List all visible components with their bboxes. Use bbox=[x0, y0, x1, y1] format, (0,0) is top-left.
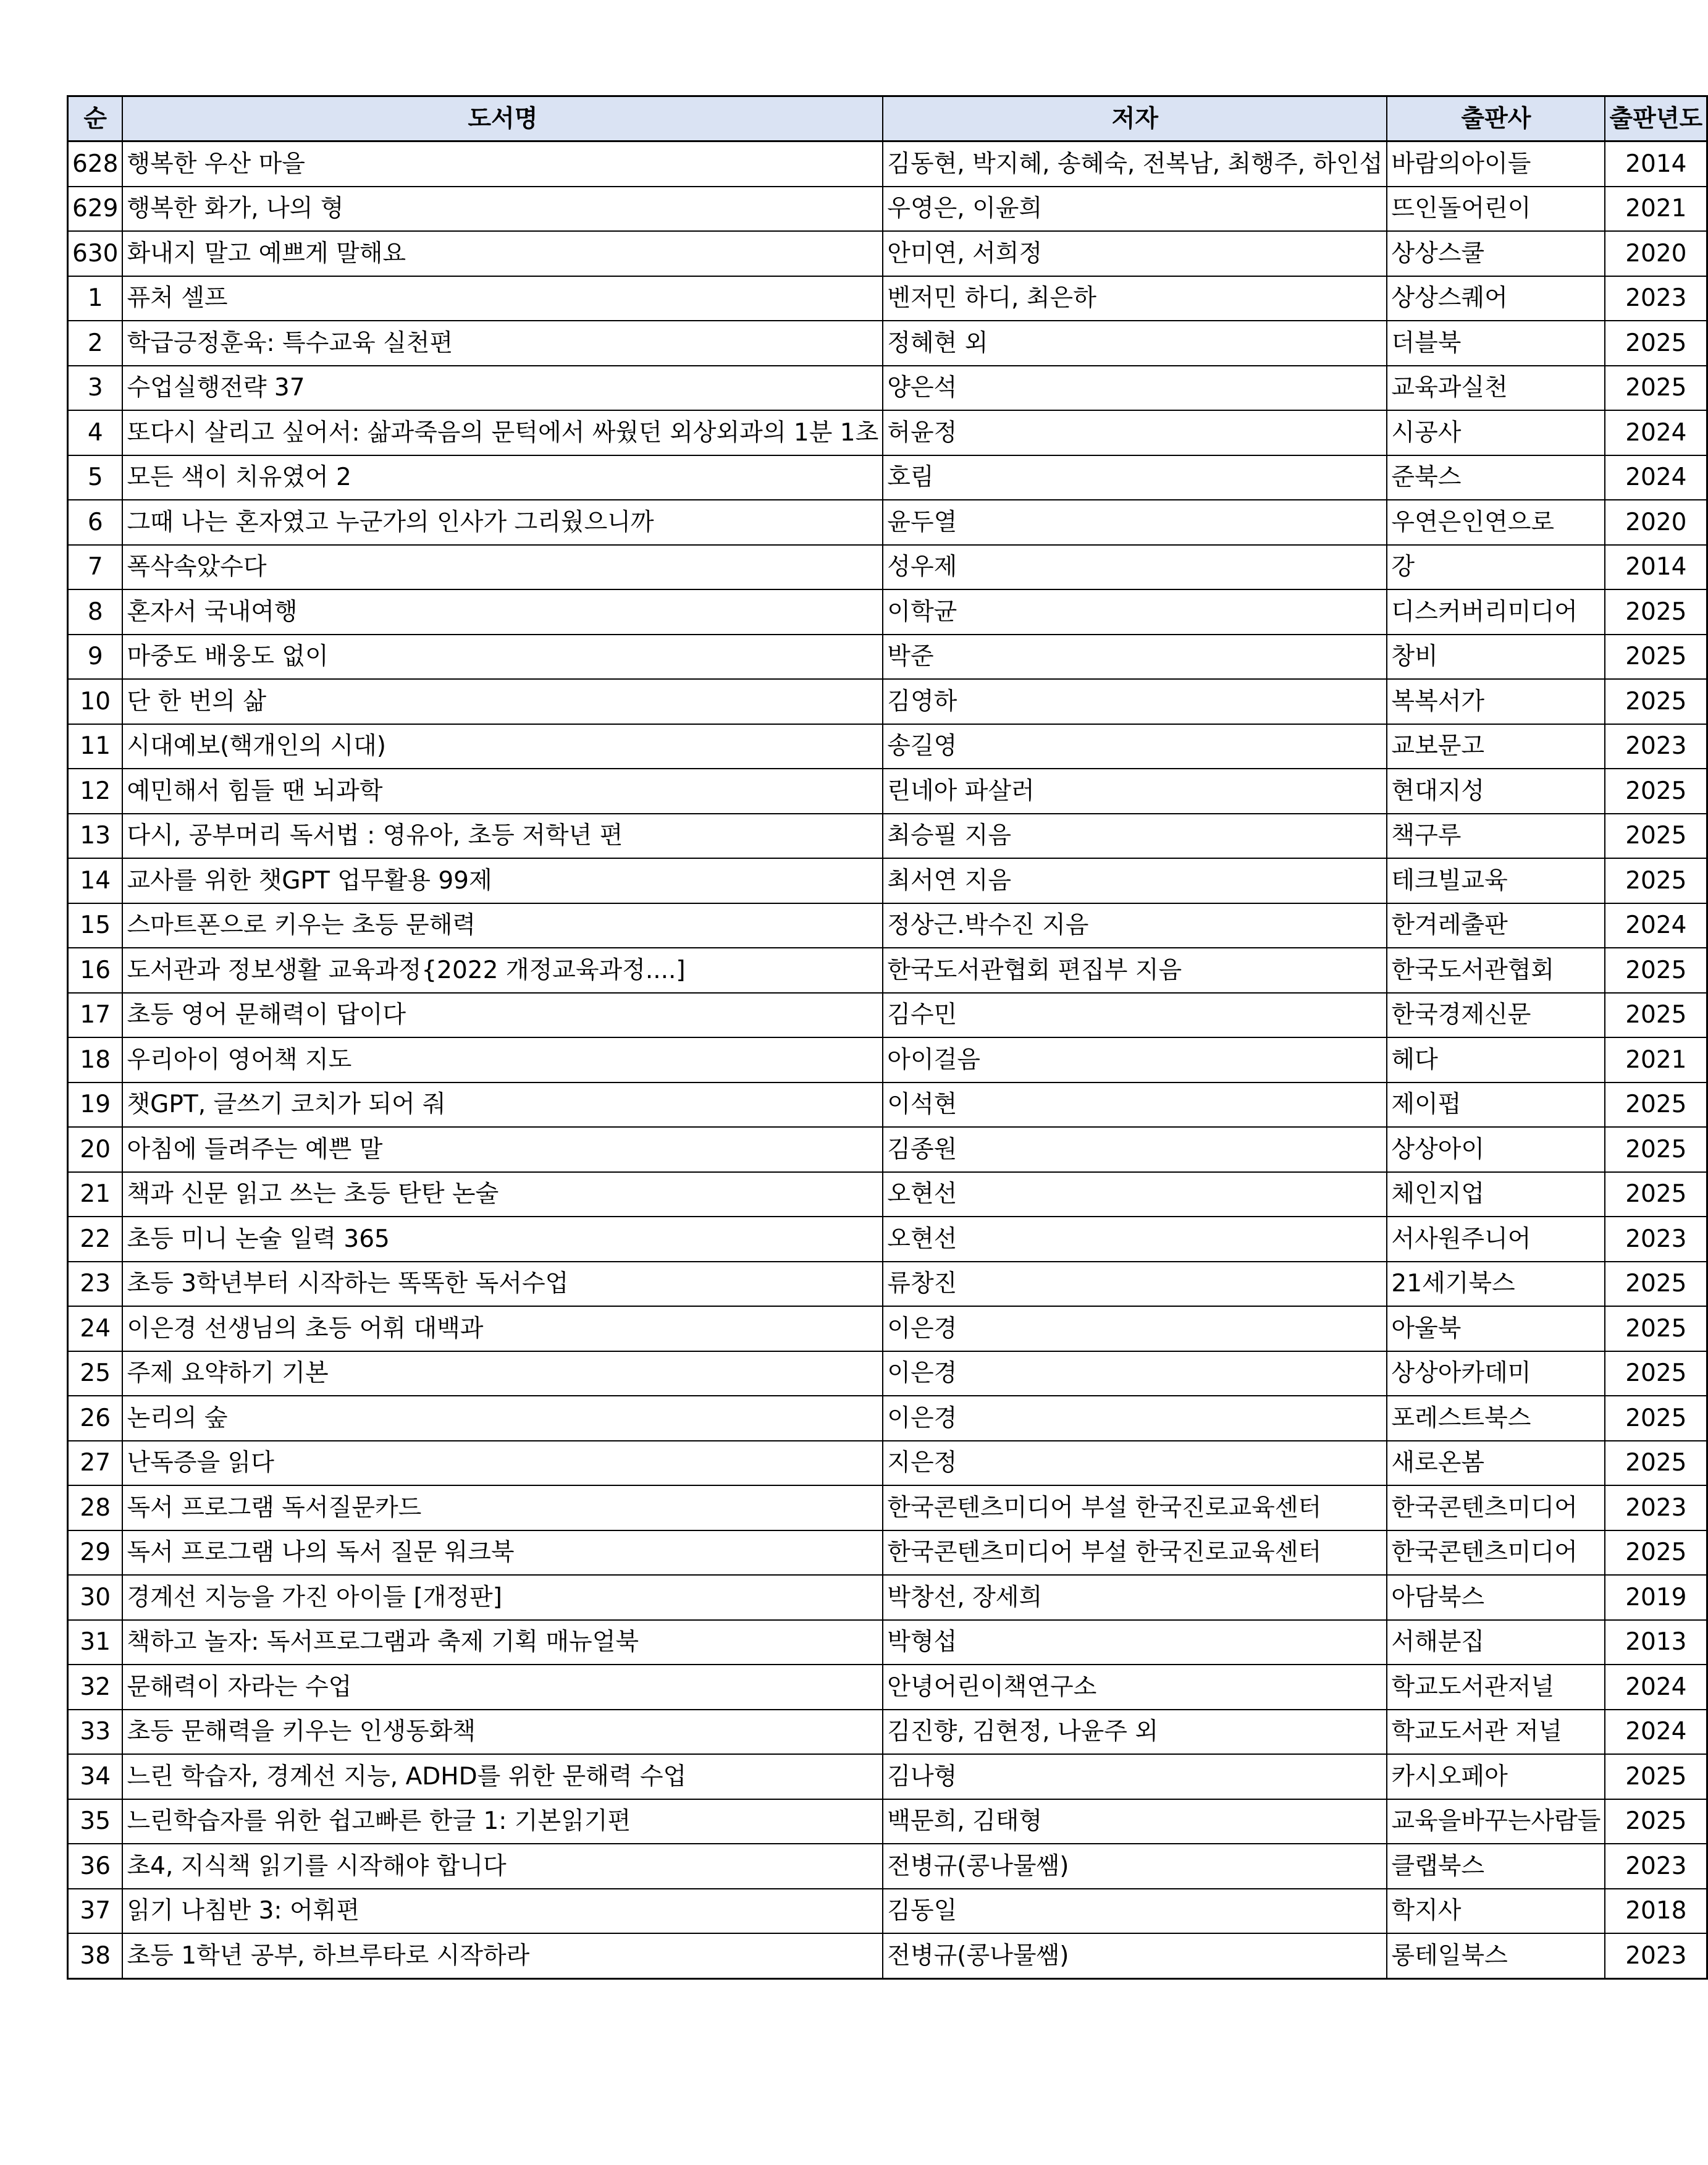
cell-year: 2025 bbox=[1605, 1754, 1707, 1799]
cell-publisher: 학교도서관 저널 bbox=[1387, 1710, 1605, 1755]
cell-publisher: 상상아카데미 bbox=[1387, 1351, 1605, 1396]
table-row bbox=[68, 1530, 1707, 1576]
cell-year: 2025 bbox=[1605, 814, 1707, 859]
cell-no: 28 bbox=[68, 1485, 123, 1530]
cell-year: 2025 bbox=[1605, 858, 1707, 903]
table-row bbox=[68, 1889, 1707, 1934]
table-header bbox=[68, 96, 1707, 141]
table-row bbox=[68, 1933, 1707, 1978]
cell-title: 행복한 화가, 나의 형 bbox=[122, 187, 883, 232]
cell-publisher: 한국콘텐츠미디어 bbox=[1387, 1530, 1605, 1576]
cell-no: 24 bbox=[68, 1306, 123, 1351]
table-row bbox=[68, 1082, 1707, 1128]
cell-publisher: 헤다 bbox=[1387, 1037, 1605, 1082]
cell-title: 다시, 공부머리 독서법 : 영유아, 초등 저학년 편 bbox=[122, 814, 883, 859]
table-row bbox=[68, 1396, 1707, 1441]
cell-no: 9 bbox=[68, 635, 123, 680]
cell-title: 우리아이 영어책 지도 bbox=[122, 1037, 883, 1082]
cell-publisher: 롱테일북스 bbox=[1387, 1933, 1605, 1978]
cell-publisher: 복복서가 bbox=[1387, 679, 1605, 724]
table-row bbox=[68, 455, 1707, 500]
cell-no: 14 bbox=[68, 858, 123, 903]
table-row bbox=[68, 1306, 1707, 1351]
cell-no: 30 bbox=[68, 1575, 123, 1620]
cell-title: 단 한 번의 삶 bbox=[122, 679, 883, 724]
table-row bbox=[68, 1844, 1707, 1889]
cell-author: 오현선 bbox=[883, 1217, 1387, 1262]
cell-no: 32 bbox=[68, 1665, 123, 1710]
cell-no: 29 bbox=[68, 1530, 123, 1576]
cell-no: 10 bbox=[68, 679, 123, 724]
cell-publisher: 서해분집 bbox=[1387, 1620, 1605, 1665]
cell-no: 25 bbox=[68, 1351, 123, 1396]
cell-title: 도서관과 정보생활 교육과정{2022 개정교육과정....] bbox=[122, 948, 883, 993]
cell-year: 2025 bbox=[1605, 1441, 1707, 1486]
cell-publisher: 교보문고 bbox=[1387, 724, 1605, 769]
cell-year: 2023 bbox=[1605, 1844, 1707, 1889]
cell-publisher: 아담북스 bbox=[1387, 1575, 1605, 1620]
table-row bbox=[68, 276, 1707, 321]
cell-no: 22 bbox=[68, 1217, 123, 1262]
cell-author: 김나형 bbox=[883, 1754, 1387, 1799]
cell-author: 전병규(콩나물쌤) bbox=[883, 1933, 1387, 1978]
cell-title: 혼자서 국내여행 bbox=[122, 589, 883, 635]
cell-no: 629 bbox=[68, 187, 123, 232]
cell-no: 630 bbox=[68, 231, 123, 276]
table-row bbox=[68, 410, 1707, 455]
cell-no: 20 bbox=[68, 1127, 123, 1172]
cell-publisher: 상상스퀘어 bbox=[1387, 276, 1605, 321]
cell-publisher: 상상스쿨 bbox=[1387, 231, 1605, 276]
header-year: 출판년도 bbox=[1605, 96, 1707, 141]
cell-author: 성우제 bbox=[883, 545, 1387, 590]
cell-title: 읽기 나침반 3: 어휘편 bbox=[122, 1889, 883, 1934]
table-row bbox=[68, 1620, 1707, 1665]
table-row bbox=[68, 500, 1707, 545]
cell-title: 또다시 살리고 싶어서: 삶과죽음의 문턱에서 싸웠던 외상외과의 1분 1초 bbox=[122, 410, 883, 455]
cell-author: 한국도서관협회 편집부 지음 bbox=[883, 948, 1387, 993]
cell-publisher: 한국경제신문 bbox=[1387, 993, 1605, 1038]
cell-author: 김수민 bbox=[883, 993, 1387, 1038]
cell-title: 독서 프로그램 나의 독서 질문 워크북 bbox=[122, 1530, 883, 1576]
cell-title: 독서 프로그램 독서질문카드 bbox=[122, 1485, 883, 1530]
cell-title: 초등 미니 논술 일력 365 bbox=[122, 1217, 883, 1262]
table-row bbox=[68, 545, 1707, 590]
cell-publisher: 상상아이 bbox=[1387, 1127, 1605, 1172]
cell-publisher: 시공사 bbox=[1387, 410, 1605, 455]
table-row bbox=[68, 1172, 1707, 1217]
cell-author: 최승필 지음 bbox=[883, 814, 1387, 859]
cell-publisher: 창비 bbox=[1387, 635, 1605, 680]
table-row bbox=[68, 1710, 1707, 1755]
table-row bbox=[68, 1127, 1707, 1172]
cell-author: 오현선 bbox=[883, 1172, 1387, 1217]
cell-author: 양은석 bbox=[883, 366, 1387, 411]
cell-no: 16 bbox=[68, 948, 123, 993]
cell-year: 2020 bbox=[1605, 231, 1707, 276]
cell-no: 5 bbox=[68, 455, 123, 500]
table-row bbox=[68, 993, 1707, 1038]
table-row bbox=[68, 635, 1707, 680]
cell-publisher: 교육을바꾸는사람들 bbox=[1387, 1799, 1605, 1844]
cell-author: 린네아 파살러 bbox=[883, 769, 1387, 814]
table-row bbox=[68, 1754, 1707, 1799]
cell-publisher: 뜨인돌어린이 bbox=[1387, 187, 1605, 232]
table-row bbox=[68, 858, 1707, 903]
cell-title: 책하고 놀자: 독서프로그램과 축제 기획 매뉴얼북 bbox=[122, 1620, 883, 1665]
cell-no: 13 bbox=[68, 814, 123, 859]
cell-publisher: 제이펍 bbox=[1387, 1082, 1605, 1128]
table-row bbox=[68, 231, 1707, 276]
cell-publisher: 현대지성 bbox=[1387, 769, 1605, 814]
table-row bbox=[68, 1665, 1707, 1710]
table-row bbox=[68, 1441, 1707, 1486]
cell-author: 정상근.박수진 지음 bbox=[883, 903, 1387, 948]
header-title: 도서명 bbox=[122, 96, 883, 141]
cell-author: 김종원 bbox=[883, 1127, 1387, 1172]
cell-author: 한국콘텐츠미디어 부설 한국진로교육센터 bbox=[883, 1530, 1387, 1576]
cell-publisher: 클랩북스 bbox=[1387, 1844, 1605, 1889]
cell-year: 2024 bbox=[1605, 455, 1707, 500]
cell-author: 이은경 bbox=[883, 1396, 1387, 1441]
cell-title: 챗GPT, 글쓰기 코치가 되어 줘 bbox=[122, 1082, 883, 1128]
cell-publisher: 우연은인연으로 bbox=[1387, 500, 1605, 545]
cell-year: 2025 bbox=[1605, 948, 1707, 993]
cell-author: 김영하 bbox=[883, 679, 1387, 724]
cell-author: 박준 bbox=[883, 635, 1387, 680]
cell-year: 2013 bbox=[1605, 1620, 1707, 1665]
cell-author: 김동현, 박지혜, 송혜숙, 전복남, 최행주, 하인섭 bbox=[883, 141, 1387, 187]
cell-no: 3 bbox=[68, 366, 123, 411]
cell-publisher: 한국콘텐츠미디어 bbox=[1387, 1485, 1605, 1530]
cell-year: 2024 bbox=[1605, 1665, 1707, 1710]
cell-year: 2020 bbox=[1605, 500, 1707, 545]
cell-title: 논리의 숲 bbox=[122, 1396, 883, 1441]
cell-title: 초4, 지식책 읽기를 시작해야 합니다 bbox=[122, 1844, 883, 1889]
cell-year: 2025 bbox=[1605, 1262, 1707, 1307]
cell-no: 628 bbox=[68, 141, 123, 187]
header-row bbox=[68, 96, 1707, 141]
cell-author: 호림 bbox=[883, 455, 1387, 500]
cell-title: 마중도 배웅도 없이 bbox=[122, 635, 883, 680]
cell-publisher: 바람의아이들 bbox=[1387, 141, 1605, 187]
table-row bbox=[68, 1575, 1707, 1620]
cell-no: 1 bbox=[68, 276, 123, 321]
cell-title: 느린학습자를 위한 쉽고빠른 한글 1: 기본읽기편 bbox=[122, 1799, 883, 1844]
cell-title: 아침에 들려주는 예쁜 말 bbox=[122, 1127, 883, 1172]
cell-no: 11 bbox=[68, 724, 123, 769]
cell-year: 2014 bbox=[1605, 545, 1707, 590]
cell-no: 35 bbox=[68, 1799, 123, 1844]
cell-year: 2023 bbox=[1605, 1485, 1707, 1530]
table-row bbox=[68, 769, 1707, 814]
cell-no: 21 bbox=[68, 1172, 123, 1217]
cell-publisher: 21세기북스 bbox=[1387, 1262, 1605, 1307]
cell-title: 모든 색이 치유였어 2 bbox=[122, 455, 883, 500]
cell-publisher: 강 bbox=[1387, 545, 1605, 590]
cell-publisher: 아울북 bbox=[1387, 1306, 1605, 1351]
cell-author: 백문희, 김태형 bbox=[883, 1799, 1387, 1844]
cell-title: 문해력이 자라는 수업 bbox=[122, 1665, 883, 1710]
cell-author: 한국콘텐츠미디어 부설 한국진로교육센터 bbox=[883, 1485, 1387, 1530]
cell-no: 15 bbox=[68, 903, 123, 948]
cell-no: 27 bbox=[68, 1441, 123, 1486]
cell-author: 최서연 지음 bbox=[883, 858, 1387, 903]
cell-author: 박창선, 장세희 bbox=[883, 1575, 1387, 1620]
table-row bbox=[68, 1799, 1707, 1844]
cell-no: 34 bbox=[68, 1754, 123, 1799]
cell-title: 스마트폰으로 키우는 초등 문해력 bbox=[122, 903, 883, 948]
cell-no: 37 bbox=[68, 1889, 123, 1934]
header-author: 저자 bbox=[883, 96, 1387, 141]
cell-publisher: 포레스트북스 bbox=[1387, 1396, 1605, 1441]
table-row bbox=[68, 814, 1707, 859]
cell-year: 2025 bbox=[1605, 366, 1707, 411]
cell-author: 안미연, 서희정 bbox=[883, 231, 1387, 276]
cell-title: 느린 학습자, 경계선 지능, ADHD를 위한 문해력 수업 bbox=[122, 1754, 883, 1799]
cell-no: 8 bbox=[68, 589, 123, 635]
cell-author: 지은정 bbox=[883, 1441, 1387, 1486]
table-row bbox=[68, 679, 1707, 724]
cell-no: 12 bbox=[68, 769, 123, 814]
cell-title: 이은경 선생님의 초등 어휘 대백과 bbox=[122, 1306, 883, 1351]
cell-no: 19 bbox=[68, 1082, 123, 1128]
cell-year: 2025 bbox=[1605, 993, 1707, 1038]
cell-year: 2025 bbox=[1605, 1530, 1707, 1576]
cell-publisher: 새로온봄 bbox=[1387, 1441, 1605, 1486]
header-publisher: 출판사 bbox=[1387, 96, 1605, 141]
cell-title: 학급긍정훈육: 특수교육 실천편 bbox=[122, 321, 883, 366]
table-row bbox=[68, 1037, 1707, 1082]
table-row bbox=[68, 724, 1707, 769]
cell-no: 17 bbox=[68, 993, 123, 1038]
table-row bbox=[68, 141, 1707, 187]
cell-author: 김진향, 김현정, 나윤주 외 bbox=[883, 1710, 1387, 1755]
cell-publisher: 한국도서관협회 bbox=[1387, 948, 1605, 993]
cell-publisher: 더블북 bbox=[1387, 321, 1605, 366]
cell-author: 이학균 bbox=[883, 589, 1387, 635]
cell-no: 36 bbox=[68, 1844, 123, 1889]
cell-year: 2025 bbox=[1605, 679, 1707, 724]
cell-no: 26 bbox=[68, 1396, 123, 1441]
cell-title: 책과 신문 읽고 쓰는 초등 탄탄 논술 bbox=[122, 1172, 883, 1217]
header-no: 순 bbox=[68, 96, 123, 141]
cell-title: 난독증을 읽다 bbox=[122, 1441, 883, 1486]
cell-no: 33 bbox=[68, 1710, 123, 1755]
cell-year: 2021 bbox=[1605, 1037, 1707, 1082]
cell-title: 폭삭속았수다 bbox=[122, 545, 883, 590]
cell-author: 이은경 bbox=[883, 1351, 1387, 1396]
cell-publisher: 테크빌교육 bbox=[1387, 858, 1605, 903]
cell-title: 퓨처 셀프 bbox=[122, 276, 883, 321]
cell-author: 허윤정 bbox=[883, 410, 1387, 455]
table-row bbox=[68, 589, 1707, 635]
cell-publisher: 디스커버리미디어 bbox=[1387, 589, 1605, 635]
cell-no: 6 bbox=[68, 500, 123, 545]
cell-publisher: 한겨레출판 bbox=[1387, 903, 1605, 948]
cell-title: 초등 문해력을 키우는 인생동화책 bbox=[122, 1710, 883, 1755]
cell-year: 2023 bbox=[1605, 724, 1707, 769]
cell-title: 초등 3학년부터 시작하는 똑똑한 독서수업 bbox=[122, 1262, 883, 1307]
table-row bbox=[68, 366, 1707, 411]
cell-year: 2025 bbox=[1605, 769, 1707, 814]
cell-title: 주제 요약하기 기본 bbox=[122, 1351, 883, 1396]
cell-publisher: 준북스 bbox=[1387, 455, 1605, 500]
cell-author: 벤저민 하디, 최은하 bbox=[883, 276, 1387, 321]
cell-title: 초등 1학년 공부, 하브루타로 시작하라 bbox=[122, 1933, 883, 1978]
cell-year: 2025 bbox=[1605, 1306, 1707, 1351]
cell-no: 7 bbox=[68, 545, 123, 590]
cell-year: 2025 bbox=[1605, 1396, 1707, 1441]
cell-title: 수업실행전략 37 bbox=[122, 366, 883, 411]
cell-author: 류창진 bbox=[883, 1262, 1387, 1307]
cell-publisher: 학지사 bbox=[1387, 1889, 1605, 1934]
cell-publisher: 서사원주니어 bbox=[1387, 1217, 1605, 1262]
cell-year: 2024 bbox=[1605, 410, 1707, 455]
cell-publisher: 교육과실천 bbox=[1387, 366, 1605, 411]
cell-author: 윤두열 bbox=[883, 500, 1387, 545]
cell-author: 김동일 bbox=[883, 1889, 1387, 1934]
cell-year: 2019 bbox=[1605, 1575, 1707, 1620]
cell-publisher: 책구루 bbox=[1387, 814, 1605, 859]
cell-title: 초등 영어 문해력이 답이다 bbox=[122, 993, 883, 1038]
cell-year: 2025 bbox=[1605, 1172, 1707, 1217]
cell-year: 2025 bbox=[1605, 589, 1707, 635]
table-body bbox=[68, 141, 1707, 1979]
cell-year: 2023 bbox=[1605, 1933, 1707, 1978]
book-list-table bbox=[67, 95, 1708, 1980]
cell-year: 2025 bbox=[1605, 1127, 1707, 1172]
cell-title: 예민해서 힘들 땐 뇌과학 bbox=[122, 769, 883, 814]
cell-title: 경계선 지능을 가진 아이들 [개정판] bbox=[122, 1575, 883, 1620]
cell-year: 2018 bbox=[1605, 1889, 1707, 1934]
table-row bbox=[68, 1485, 1707, 1530]
cell-year: 2021 bbox=[1605, 187, 1707, 232]
cell-year: 2014 bbox=[1605, 141, 1707, 187]
cell-author: 안녕어린이책연구소 bbox=[883, 1665, 1387, 1710]
cell-no: 38 bbox=[68, 1933, 123, 1978]
cell-year: 2025 bbox=[1605, 1351, 1707, 1396]
table-row bbox=[68, 948, 1707, 993]
cell-no: 2 bbox=[68, 321, 123, 366]
cell-publisher: 체인지업 bbox=[1387, 1172, 1605, 1217]
cell-author: 전병규(콩나물쌤) bbox=[883, 1844, 1387, 1889]
cell-title: 화내지 말고 예쁘게 말해요 bbox=[122, 231, 883, 276]
cell-author: 이석현 bbox=[883, 1082, 1387, 1128]
cell-year: 2025 bbox=[1605, 1082, 1707, 1128]
cell-year: 2024 bbox=[1605, 903, 1707, 948]
cell-author: 우영은, 이윤희 bbox=[883, 187, 1387, 232]
cell-year: 2024 bbox=[1605, 1710, 1707, 1755]
cell-no: 23 bbox=[68, 1262, 123, 1307]
cell-publisher: 카시오페아 bbox=[1387, 1754, 1605, 1799]
cell-no: 18 bbox=[68, 1037, 123, 1082]
cell-year: 2023 bbox=[1605, 276, 1707, 321]
table-row bbox=[68, 321, 1707, 366]
cell-title: 교사를 위한 챗GPT 업무활용 99제 bbox=[122, 858, 883, 903]
cell-publisher: 학교도서관저널 bbox=[1387, 1665, 1605, 1710]
table-row bbox=[68, 903, 1707, 948]
cell-no: 4 bbox=[68, 410, 123, 455]
cell-author: 이은경 bbox=[883, 1306, 1387, 1351]
table-row bbox=[68, 1351, 1707, 1396]
cell-author: 송길영 bbox=[883, 724, 1387, 769]
cell-title: 그때 나는 혼자였고 누군가의 인사가 그리웠으니까 bbox=[122, 500, 883, 545]
cell-year: 2025 bbox=[1605, 1799, 1707, 1844]
cell-no: 31 bbox=[68, 1620, 123, 1665]
cell-author: 박형섭 bbox=[883, 1620, 1387, 1665]
cell-year: 2023 bbox=[1605, 1217, 1707, 1262]
cell-year: 2025 bbox=[1605, 321, 1707, 366]
table-row bbox=[68, 1262, 1707, 1307]
cell-title: 시대예보(핵개인의 시대) bbox=[122, 724, 883, 769]
cell-author: 정혜현 외 bbox=[883, 321, 1387, 366]
cell-year: 2025 bbox=[1605, 635, 1707, 680]
table-row bbox=[68, 1217, 1707, 1262]
table-row bbox=[68, 187, 1707, 232]
cell-title: 행복한 우산 마을 bbox=[122, 141, 883, 187]
cell-author: 아이걸음 bbox=[883, 1037, 1387, 1082]
